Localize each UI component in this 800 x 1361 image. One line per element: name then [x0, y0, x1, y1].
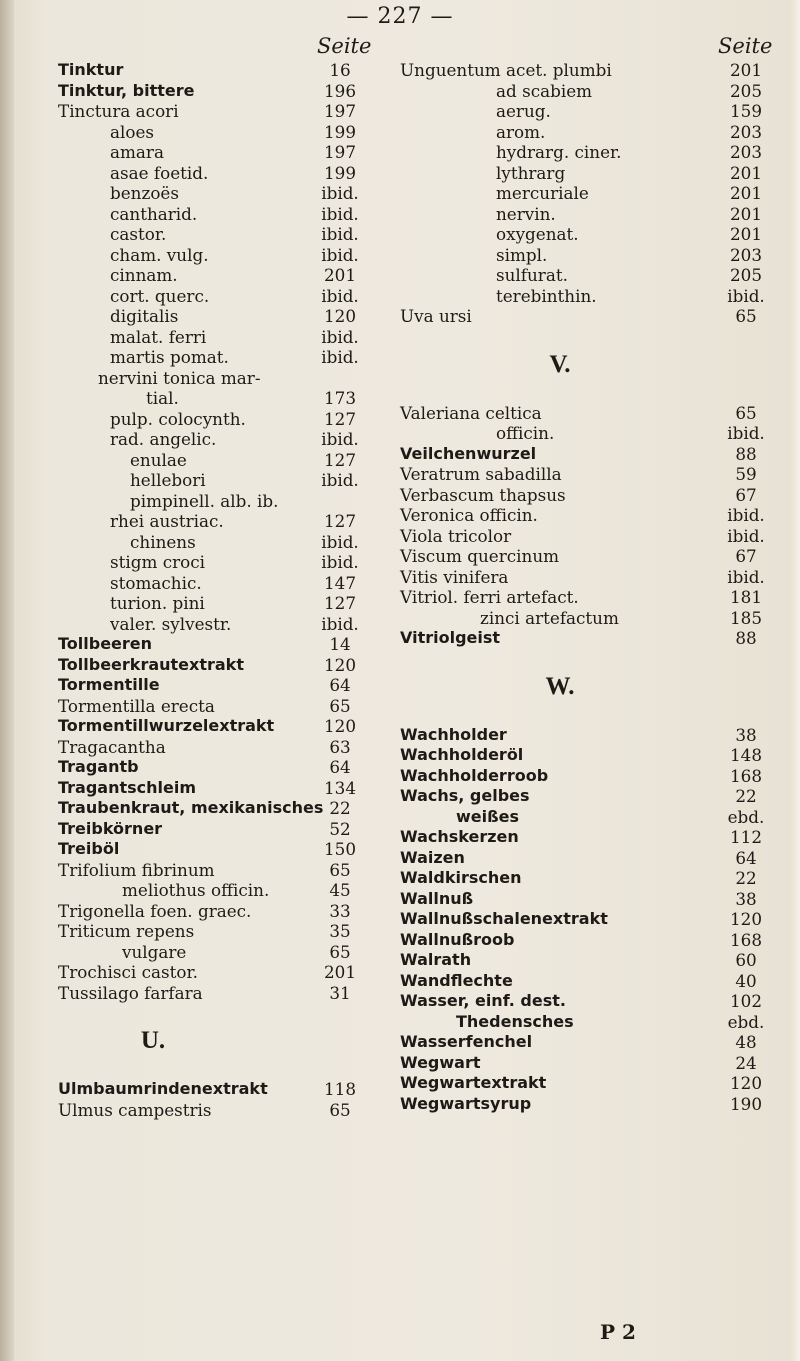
index-entry-page: 201	[729, 183, 763, 203]
index-entry	[58, 983, 384, 1004]
index-entry-term: Wachholderroob	[400, 765, 549, 785]
section-spacer	[400, 705, 775, 725]
index-entry-term: cinnam.	[110, 265, 178, 285]
index-entry-page: 201	[323, 962, 357, 982]
index-entry-page: 134	[323, 777, 357, 798]
index-entry	[58, 265, 384, 286]
index-entry-page: ibid.	[321, 326, 359, 347]
index-entry-term: digitalis	[110, 306, 179, 326]
index-entry	[400, 204, 775, 225]
index-entry	[400, 1094, 775, 1115]
index-entry	[58, 409, 384, 430]
section-spacer	[400, 383, 775, 403]
index-entry-page: ibid.	[321, 285, 359, 306]
right-index-column	[400, 60, 775, 1114]
index-entry	[58, 880, 384, 901]
index-entry-term: tial.	[146, 388, 179, 408]
index-entry-page: 65	[329, 941, 351, 962]
index-entry-page: 35	[329, 921, 351, 941]
index-entry	[400, 286, 775, 307]
index-entry	[400, 868, 775, 889]
index-entry-term: Wachskerzen	[400, 827, 519, 846]
index-entry-term: Trigonella foen. graec.	[58, 900, 252, 921]
signature-mark: P 2	[600, 1320, 636, 1344]
index-entry	[58, 573, 384, 594]
index-entry-page: 120	[729, 909, 763, 929]
index-entry-page: 203	[729, 142, 763, 162]
index-entry-term: Waldkirschen	[400, 868, 522, 887]
index-entry-term: Ulmus campestris	[58, 1099, 212, 1120]
index-entry	[400, 142, 775, 163]
index-entry	[58, 614, 384, 635]
index-entry-page: ibid.	[321, 470, 359, 490]
index-entry-page: 168	[729, 765, 763, 786]
index-entry	[400, 807, 775, 828]
index-entry-term: nervini tonica mar-	[98, 367, 261, 388]
index-entry-page: 150	[323, 839, 357, 859]
index-entry-term: chinens	[130, 531, 196, 552]
index-entry-page: 120	[323, 716, 357, 736]
index-entry-page: ebd.	[727, 806, 765, 827]
index-entry	[58, 224, 384, 245]
index-entry-term: Wachholder	[400, 724, 507, 744]
section-spacer	[58, 1059, 384, 1079]
index-entry-page: ibid.	[321, 244, 359, 265]
index-entry-term: ad scabiem	[496, 80, 593, 101]
index-entry-term: mercuriale	[496, 183, 589, 203]
index-entry	[400, 464, 775, 485]
index-entry-page: ibid.	[321, 347, 359, 367]
index-entry-term: stigm croci	[110, 552, 206, 572]
index-entry	[400, 403, 775, 424]
index-entry	[400, 546, 775, 567]
index-entry-term: Wallnußschalenextrakt	[400, 909, 608, 928]
index-entry	[58, 388, 384, 409]
index-entry-term: amara	[110, 142, 164, 162]
left-column-header: Seite	[317, 34, 372, 58]
index-entry	[58, 347, 384, 368]
index-entry	[58, 306, 384, 327]
index-entry-term: Tragantb	[58, 757, 139, 776]
index-entry	[400, 101, 775, 122]
index-entry-term: Wachs, gelbes	[400, 786, 530, 805]
index-entry	[58, 470, 384, 491]
index-entry	[400, 725, 775, 746]
index-entry	[58, 921, 384, 942]
index-entry	[400, 1012, 775, 1033]
index-entry-term: rad. angelic.	[110, 429, 217, 449]
index-entry	[58, 450, 384, 471]
index-entry	[58, 675, 384, 696]
index-entry	[58, 778, 384, 799]
index-entry-term: turion. pini	[110, 593, 205, 613]
index-entry	[58, 593, 384, 614]
index-entry-term: Verbascum thapsus	[400, 484, 566, 505]
index-entry	[400, 991, 775, 1012]
index-entry	[58, 552, 384, 573]
index-entry	[58, 429, 384, 450]
index-entry-page: 148	[729, 745, 763, 765]
index-entry-page: 203	[729, 121, 763, 142]
index-entry-page: 24	[735, 1052, 757, 1073]
index-entry-page: 118	[323, 1079, 357, 1099]
index-entry-page: 120	[729, 1073, 763, 1093]
index-entry-page: 65	[329, 695, 351, 716]
index-entry	[400, 909, 775, 930]
index-entry-term: hellebori	[130, 470, 206, 490]
index-entry-term: Tollbeeren	[58, 634, 153, 653]
index-entry-page: 65	[735, 402, 757, 423]
section-spacer	[400, 327, 775, 347]
index-entry-term: oxygenat.	[496, 224, 579, 244]
index-entry	[400, 1032, 775, 1053]
index-entry-term: castor.	[110, 224, 167, 244]
index-entry-term: Tussilago farfara	[58, 982, 203, 1003]
index-entry-term: Triticum repens	[58, 921, 195, 941]
index-entry-page: 199	[323, 162, 357, 183]
index-entry-term: Tormentilla erecta	[58, 695, 215, 716]
section-spacer	[58, 1003, 384, 1023]
index-entry	[58, 962, 384, 983]
index-entry-page: 203	[729, 244, 763, 265]
index-entry-term: Walrath	[400, 950, 472, 969]
index-entry-page: 22	[735, 786, 757, 806]
index-entry-page: 185	[729, 607, 763, 628]
index-entry	[400, 608, 775, 629]
index-entry	[400, 628, 775, 649]
index-entry-term: Tragantschleim	[58, 777, 197, 797]
letter-heading: W.	[545, 672, 575, 700]
index-entry-term: Viola tricolor	[400, 525, 512, 546]
index-entry-term: Vitriolgeist	[400, 628, 501, 647]
index-entry-term: terebinthin.	[496, 285, 597, 306]
index-entry-term: Tinctura acori	[58, 101, 179, 121]
index-entry	[58, 491, 384, 512]
index-entry-term: Uva ursi	[400, 306, 472, 326]
index-entry	[58, 327, 384, 348]
index-entry	[400, 444, 775, 465]
index-entry	[58, 286, 384, 307]
index-entry-page: 197	[323, 101, 357, 121]
index-entry-term: Traubenkraut, mexikanisches	[58, 798, 324, 817]
index-entry-page: 38	[735, 724, 757, 745]
index-entry-page: 127	[323, 511, 357, 531]
index-entry-page: 45	[329, 880, 351, 900]
page-number: — 227 —	[346, 4, 454, 29]
index-entry-page: 127	[323, 408, 357, 429]
index-entry	[58, 245, 384, 266]
index-entry	[400, 889, 775, 910]
index-entry-page: 190	[729, 1093, 763, 1114]
index-entry-term: hydrarg. ciner.	[496, 142, 622, 162]
index-entry	[400, 1053, 775, 1074]
index-entry-page: 59	[735, 464, 757, 484]
index-entry-page: ibid.	[727, 525, 765, 546]
index-entry-page: 205	[729, 80, 763, 101]
index-entry	[58, 204, 384, 225]
index-entry-page: 63	[329, 736, 351, 757]
index-entry	[58, 716, 384, 737]
index-entry-page: 127	[323, 449, 357, 470]
index-entry-term: Vitis vinifera	[400, 566, 509, 587]
index-entry-term: Treiböl	[58, 839, 120, 858]
index-entry-term: lythrarg	[496, 162, 566, 183]
index-entry	[400, 224, 775, 245]
index-entry	[58, 122, 384, 143]
index-entry-page: 65	[735, 306, 757, 326]
index-entry-page: 201	[729, 60, 763, 80]
index-entry	[58, 798, 384, 819]
index-entry-page: 60	[735, 950, 757, 970]
index-entry-page: ibid.	[321, 552, 359, 572]
index-entry-term: Unguentum acet. plumbi	[400, 60, 612, 80]
index-entry-term: Veronica officin.	[400, 505, 538, 525]
index-entry	[400, 526, 775, 547]
index-entry-page: 14	[329, 634, 351, 654]
index-entry-page: 31	[329, 982, 351, 1003]
index-entry	[58, 860, 384, 881]
index-entry	[58, 634, 384, 655]
index-entry	[58, 81, 384, 102]
index-entry-page: ebd.	[727, 1011, 765, 1032]
index-entry-page: 201	[323, 265, 357, 285]
index-entry-page: 38	[735, 888, 757, 909]
index-entry	[400, 827, 775, 848]
index-entry	[58, 60, 384, 81]
index-entry-term: pimpinell. alb. ib.	[130, 490, 279, 511]
index-entry-term: Veratrum sabadilla	[400, 464, 562, 484]
index-entry-page: 40	[735, 970, 757, 991]
index-entry-page: 199	[323, 121, 357, 142]
index-entry-term: officin.	[496, 423, 555, 443]
index-entry-page: ibid.	[727, 423, 765, 443]
index-entry-page: 16	[329, 60, 351, 80]
index-entry	[400, 848, 775, 869]
index-entry-page: 102	[729, 991, 763, 1011]
index-entry	[58, 942, 384, 963]
index-entry-term: asae foetid.	[110, 162, 209, 183]
index-entry-page: 65	[329, 859, 351, 880]
page-spine-shadow	[0, 0, 14, 1361]
index-entry	[58, 655, 384, 676]
index-entry-term: Tragacantha	[58, 736, 166, 757]
index-entry-page: 52	[329, 818, 351, 839]
index-entry	[400, 183, 775, 204]
index-entry-term: Tormentillwurzelextrakt	[58, 716, 275, 735]
index-entry-term: Wallnuß	[400, 888, 474, 908]
index-entry-page: 64	[329, 675, 351, 695]
index-entry	[400, 306, 775, 327]
index-entry-page: 112	[729, 827, 763, 847]
index-entry-page: ibid.	[321, 203, 359, 224]
index-entry-term: arom.	[496, 121, 546, 142]
index-entry-page: ibid.	[727, 566, 765, 587]
index-entry-term: valer. sylvestr.	[110, 613, 232, 634]
index-entry-term: aloes	[110, 121, 155, 142]
index-entry-page: 88	[735, 628, 757, 648]
index-entry	[58, 511, 384, 532]
index-entry-term: rhei austriac.	[110, 511, 224, 531]
index-entry-page: 65	[329, 1099, 351, 1120]
letter-heading: U.	[140, 1027, 166, 1054]
index-entry-term: Trochisci castor.	[58, 962, 198, 982]
index-entry-term: Wegwartextrakt	[400, 1073, 547, 1092]
index-entry-term: cantharid.	[110, 203, 198, 224]
index-entry	[58, 696, 384, 717]
index-entry	[400, 786, 775, 807]
index-entry-term: stomachic.	[110, 572, 202, 593]
letter-heading: V.	[549, 350, 571, 378]
index-entry	[58, 368, 384, 389]
index-entry-term: martis pomat.	[110, 347, 229, 367]
right-column-header: Seite	[718, 34, 773, 58]
index-entry-term: Veilchenwurzel	[400, 443, 537, 463]
index-entry-term: Tinktur	[58, 60, 124, 79]
index-entry-term: Valeriana celtica	[400, 402, 542, 423]
index-entry-page: 173	[323, 388, 357, 408]
index-entry-term: Wachholderöl	[400, 745, 524, 764]
index-entry	[400, 971, 775, 992]
page-edge	[790, 0, 800, 1361]
index-entry-page: 201	[729, 162, 763, 183]
index-entry	[400, 122, 775, 143]
index-entry-page: 67	[735, 484, 757, 505]
index-entry-page: ibid.	[727, 505, 765, 525]
index-entry	[400, 567, 775, 588]
section-spacer	[400, 649, 775, 669]
index-entry	[58, 901, 384, 922]
index-entry	[58, 163, 384, 184]
index-entry	[58, 1079, 384, 1100]
index-entry-page: ibid.	[321, 613, 359, 634]
index-entry	[400, 245, 775, 266]
index-entry-term: Wasserfenchel	[400, 1032, 533, 1051]
index-entry-term: Wasser, einf. dest.	[400, 991, 566, 1010]
index-entry	[58, 142, 384, 163]
index-entry-term: pulp. colocynth.	[110, 408, 246, 429]
index-entry-page: 22	[329, 798, 351, 818]
index-entry-term: malat. ferri	[110, 326, 207, 347]
index-entry-page: ibid.	[321, 224, 359, 244]
index-entry-page: 127	[323, 593, 357, 613]
index-entry	[400, 60, 775, 81]
index-entry-page: 64	[329, 757, 351, 777]
index-entry-term: Thedensches	[456, 1011, 574, 1031]
index-entry	[58, 757, 384, 778]
index-entry-term: nervin.	[496, 203, 556, 224]
index-entry	[400, 505, 775, 526]
index-entry-page: 64	[735, 847, 757, 868]
index-entry-term: Wegwartsyrup	[400, 1093, 532, 1113]
index-entry-term: Trifolium fibrinum	[58, 859, 215, 880]
index-entry	[58, 183, 384, 204]
index-entry	[400, 423, 775, 444]
index-entry	[400, 766, 775, 787]
index-entry-page: 201	[729, 203, 763, 224]
index-entry-term: weißes	[456, 806, 519, 826]
index-entry-term: Waizen	[400, 847, 465, 867]
index-entry-page: 147	[323, 572, 357, 593]
index-entry	[58, 819, 384, 840]
index-entry	[58, 1100, 384, 1121]
index-entry-page: 88	[735, 443, 757, 464]
index-entry-page: 168	[729, 929, 763, 950]
index-entry-term: Tormentille	[58, 675, 160, 694]
index-entry-term: Vitriol. ferri artefact.	[400, 587, 579, 607]
index-entry	[400, 745, 775, 766]
index-entry-term: Wallnußroob	[400, 929, 515, 949]
index-entry-page: 201	[729, 224, 763, 244]
index-entry-term: sulfurat.	[496, 265, 568, 285]
index-entry-term: Wandflechte	[400, 970, 513, 990]
left-index-column	[58, 60, 384, 1120]
index-entry	[58, 532, 384, 553]
index-entry-term: enulae	[130, 449, 187, 470]
index-entry-term: meliothus officin.	[122, 880, 270, 900]
index-entry-term: Ulmbaumrindenextrakt	[58, 1079, 268, 1098]
index-entry-page: ibid.	[321, 429, 359, 449]
index-entry-term: Tollbeerkrautextrakt	[58, 654, 244, 674]
index-entry-term: Treibkörner	[58, 818, 163, 838]
index-entry	[400, 265, 775, 286]
index-entry-term: simpl.	[496, 244, 548, 265]
index-entry-term: aerug.	[496, 101, 551, 121]
index-entry-page: ibid.	[321, 531, 359, 552]
index-entry-term: vulgare	[122, 941, 187, 962]
index-entry	[58, 839, 384, 860]
index-entry	[400, 81, 775, 102]
index-entry	[400, 1073, 775, 1094]
index-entry	[400, 485, 775, 506]
index-entry-page: 48	[735, 1032, 757, 1052]
index-entry-term: zinci artefactum	[480, 607, 619, 628]
index-entry-term: Viscum quercinum	[400, 546, 560, 566]
index-entry-page: 196	[323, 80, 357, 101]
index-entry	[400, 950, 775, 971]
index-entry-page: 159	[729, 101, 763, 121]
index-entry-term: Tinktur, bittere	[58, 80, 195, 100]
index-entry-term: Wegwart	[400, 1052, 481, 1072]
index-entry	[58, 101, 384, 122]
index-entry-page: 33	[329, 900, 351, 921]
index-entry	[58, 737, 384, 758]
index-entry-page: 22	[735, 868, 757, 888]
index-entry-page: 181	[729, 587, 763, 607]
index-entry-term: cham. vulg.	[110, 244, 209, 265]
index-entry-page: ibid.	[727, 285, 765, 306]
index-entry	[400, 930, 775, 951]
index-entry-page: 120	[323, 654, 357, 675]
index-entry-page: ibid.	[321, 183, 359, 203]
index-entry	[400, 587, 775, 608]
index-entry-term: cort. querc.	[110, 285, 210, 306]
index-entry	[400, 163, 775, 184]
index-entry-page: 197	[323, 142, 357, 162]
index-entry-page: 205	[729, 265, 763, 285]
index-entry-page: 67	[735, 546, 757, 566]
index-entry-page: 120	[323, 306, 357, 326]
index-entry-term: benzoës	[110, 183, 179, 203]
